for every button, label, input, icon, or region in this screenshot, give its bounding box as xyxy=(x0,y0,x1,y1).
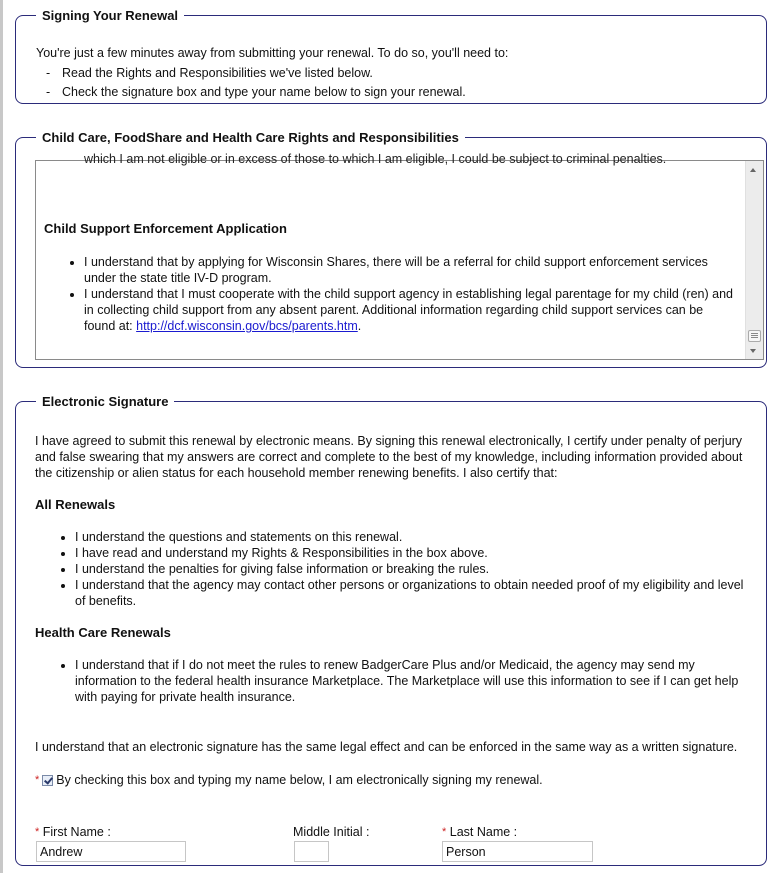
vertical-scrollbar[interactable] xyxy=(745,161,763,359)
list-item: • I have read and understand my Rights & Responsibilities in the box above. xyxy=(75,545,746,561)
all-renewals-heading: All Renewals xyxy=(35,497,116,512)
legal-effect-note: I understand that an electronic signature has the same legal effect and can be enforced in the same way as a written signature. xyxy=(35,740,738,754)
last-name-input[interactable] xyxy=(442,841,593,862)
step-item: - Check the signature box and type your name below to sign your renewal. xyxy=(46,85,466,99)
middle-initial-input[interactable] xyxy=(294,841,329,862)
first-name-input[interactable] xyxy=(36,841,186,862)
child-support-heading: Child Support Enforcement Application xyxy=(44,221,287,236)
signing-your-renewal-section xyxy=(15,8,767,104)
list-item: • I understand the questions and statements on this renewal. xyxy=(75,529,746,545)
health-care-renewals-list xyxy=(35,657,746,705)
window-edge xyxy=(0,0,3,873)
all-renewals-list xyxy=(35,529,746,609)
electronic-signature-section xyxy=(15,394,767,866)
first-name-label: * First Name : xyxy=(35,825,111,839)
steps-list xyxy=(36,63,752,101)
child-support-list xyxy=(44,254,733,334)
required-marker: * xyxy=(35,774,40,786)
scroll-down-arrow-icon[interactable] xyxy=(750,349,756,353)
section-title: Signing Your Renewal xyxy=(42,8,179,23)
intro-text: You're just a few minutes away from submitting your renewal. To do so, you'll need to: xyxy=(36,46,509,60)
scroll-thumb[interactable] xyxy=(748,330,761,342)
esig-intro: I have agreed to submit this renewal by electronic means. By signing this renewal electronically, I certify under penalty of perjury and false swearing that my answers are correct and complete to the best of my knowledge, including information provided about the citizenship or alien status for each household member renewing benefits. I also certify that: xyxy=(35,434,743,480)
signature-checkbox-label[interactable]: By checking this box and typing my name below, I am electronically signing my renewal. xyxy=(56,773,543,787)
section-title: Child Care, FoodShare and Health Care Rights and Responsibilities xyxy=(42,130,459,145)
list-item: • I understand that I must cooperate with the child support agency in establishing legal parentage for my child (ren) and in collecting child support from any absent parent. Additional information regarding child support services can be found at: http://dcf.wisconsin.gov/bcs/parents.htm. xyxy=(84,286,733,334)
parents-link[interactable]: http://dcf.wisconsin.gov/bcs/parents.htm xyxy=(136,319,358,333)
section-title: Electronic Signature xyxy=(42,394,169,409)
list-item: • I understand that by applying for Wisconsin Shares, there will be a referral for child support enforcement services under the state title IV-D program. xyxy=(84,254,733,286)
signature-checkbox-row xyxy=(35,772,746,788)
list-item: • I understand that if I do not meet the rules to renew BadgerCare Plus and/or Medicaid, the agency may send my information to the federal health insurance Marketplace. The Marketplace will use this information to see if I can get help with paying for private health insurance. xyxy=(75,657,746,705)
rights-scroll-box[interactable] xyxy=(35,152,764,360)
list-item: • I understand that the agency may contact other persons or organizations to obtain needed proof of my eligibility and level of benefits. xyxy=(75,577,746,609)
signature-checkbox[interactable] xyxy=(42,775,53,786)
middle-initial-label: Middle Initial : xyxy=(293,825,370,839)
step-item: - Read the Rights and Responsibilities we've listed below. xyxy=(46,66,373,80)
scroll-up-arrow-icon[interactable] xyxy=(750,168,756,172)
last-name-label: * Last Name : xyxy=(442,825,518,839)
list-item: • I understand the penalties for giving false information or breaking the rules. xyxy=(75,561,746,577)
clipped-text-line: which I am not eligible or in excess of those to which I am eligible, I could be subject to criminal penalties. xyxy=(84,152,667,166)
health-care-renewals-heading: Health Care Renewals xyxy=(35,625,171,640)
rights-responsibilities-section xyxy=(15,130,767,368)
